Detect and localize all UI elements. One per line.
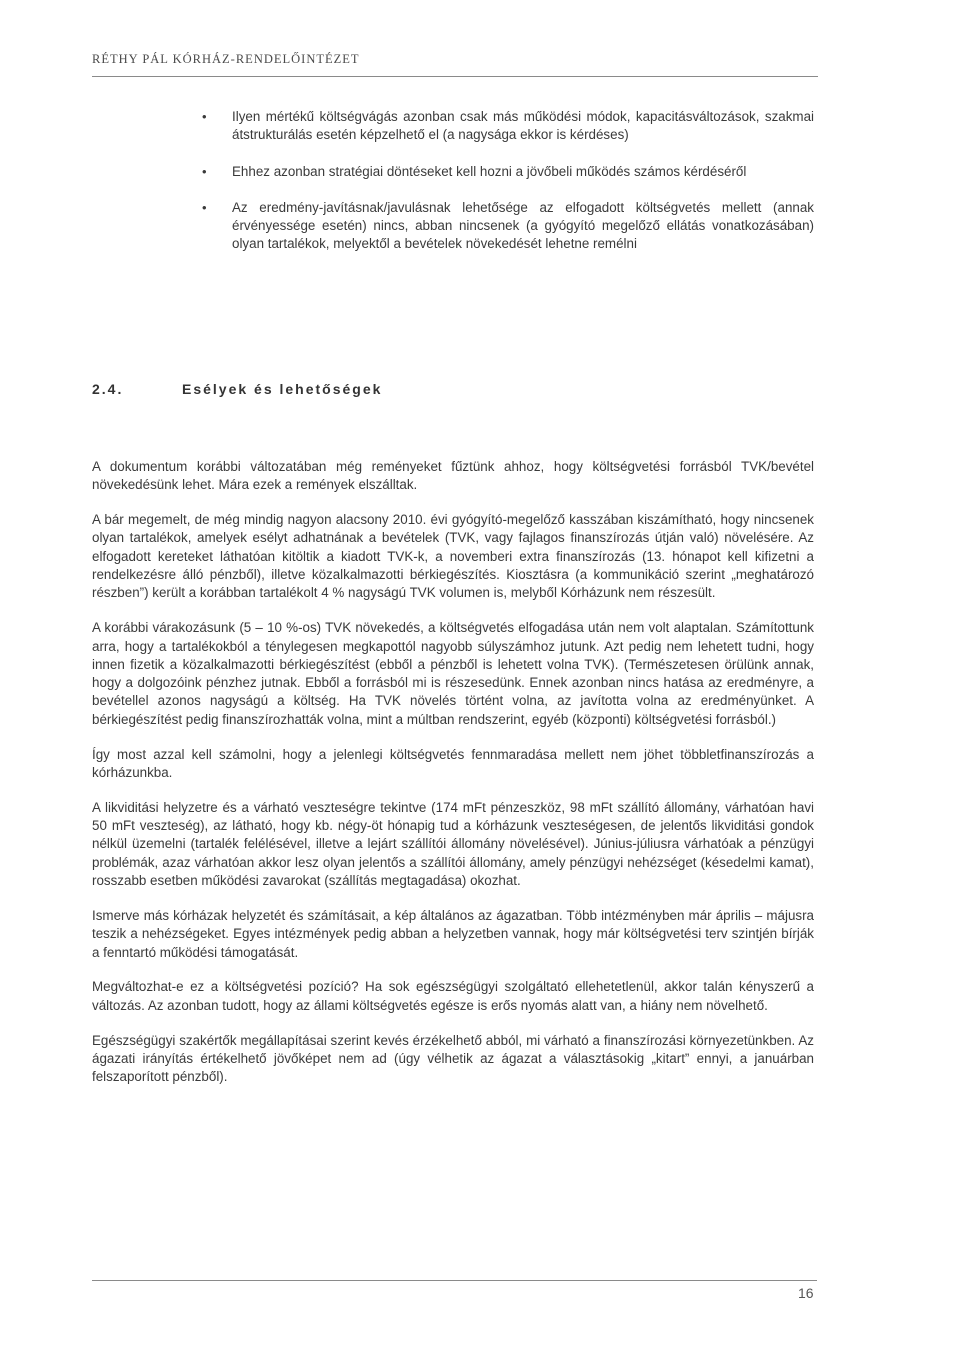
paragraph: Ismerve más kórházak helyzetét és számításait, a kép általános az ágazatban. Több intézményben már április – májusra teszik a nehézségeket. Egyes intézmények pedig abban a helyzetben vannak, hogy már költségvetési terv szintjén bírják a fenntartó működési támogatását. <box>92 907 814 960</box>
page-number: 16 <box>798 1285 814 1301</box>
page-header: RÉTHY PÁL KÓRHÁZ-RENDELŐINTÉZET <box>92 52 360 66</box>
bullet-text: Ehhez azonban stratégiai döntéseket kell hozni a jövőbeli működés számos kérdéséről <box>232 163 747 179</box>
bullet-text: Az eredmény-javításnak/javulásnak lehetősége az elfogadott költségvetés mellett (annak érvényessége esetén) nincs, abban nincsenek (a gyógyító megelőző ellátás vonatkozásában) olyan tartalékok, melyektől a bevételek növekedését lehetne remélni <box>232 199 814 252</box>
paragraph: A korábbi várakozásunk (5 – 10 %-os) TVK növekedés, a költségvetés elfogadása után nem volt alaptalan. Számítottunk arra, hogy a tartalékokból a ténylegesen megkapottól nagyobb súlyszámhoz jutunk. Azt pedig nem lehetett tudni, hogy innen fizetik a közalkalmazotti bérkiegészítést (ebből a pénzből is lehetett volna TVK). (Természetesen örülünk annak, hogy a dolgozóink pénzhez jutnak. Ebből a forrásból mi is részesedünk. Ennek azonban nincs hatása az eredményre, a bevétellel azonos nagyságú a költség. Ha TVK növelés történt volna, az javította volna az eredményünket. A bérkiegészítést pedig finanszírozhatták volna, mint a múltban rendszerint, egyéb (központi) költségvetési forrásból.) <box>92 620 814 727</box>
paragraph: A likviditási helyzetre és a várható veszteségre tekintve (174 mFt pénzeszköz, 98 mFt szállító állomány, várhatóan havi 50 mFt veszteség), az látható, hogy kb. négy-öt hónapig tud a kórházunk veszteségesen, de jelentős likviditási gondok nélkül üzemelni (tartalék felélésével, illetve a lejárt szállítói állomány növelésével). Június-júliusra várhatóak a pénzügyi problémák, azaz várhatóan akkor lesz olyan jelentős a szállítói állomány, amely pénzügyi nehézséget (késedelmi kamat), rosszabb esetben működési zavarokat (szállítás megtagadása) okozhat. <box>92 799 814 889</box>
paragraph: Megváltozhat-e ez a költségvetési pozíció? Ha sok egészségügyi szolgáltató ellehetetlenül, akkor talán kényszerű a változás. Az azonban tudott, hogy az állami költségvetés egésze is erős nyomás alatt van, a hiány nem növelhető. <box>92 979 814 1013</box>
paragraph: Így most azzal kell számolni, hogy a jelenlegi költségvetés fennmaradása mellett nem jöhet többletfinanszírozás a kórházunkba. <box>92 746 814 780</box>
paragraph: Egészségügyi szakértők megállapításai szerint kevés érzékelhető abból, mi várható a finanszírozási környezetünkben. Az ágazati irányítás értékelhető jövőképet nem ad (úgy vélhetik az ágazat a választásokig „kitart” ennyi, a januárban felszaporított pénzből). <box>92 1032 814 1085</box>
bullet-icon: • <box>202 163 207 179</box>
body-text <box>92 458 814 1103</box>
list-item <box>202 108 814 145</box>
bullet-list <box>202 108 814 272</box>
list-item <box>202 199 814 254</box>
section-number: 2.4. <box>92 381 124 397</box>
section-title: Esélyek és lehetőségek <box>182 381 383 397</box>
paragraph: A bár megemelt, de még mindig nagyon alacsony 2010. évi gyógyító-megelőző kasszában kiszámítható, hogy nincsenek olyan tartalékok, amelyek esélyt adhatnának a bevételek (TVK, vagy fajlagos finanszírozás útján való) növelésére. Az elfogadott kereteket láthatóan kitöltik a kiadott TVK-k, a novemberi extra finanszírozás (13. hónapot kell kifizetni a rendelkezésre álló pénzből), illetve közalkalmazotti bérkiegészítés. Kiosztásra (a kommunikáció szerint „meghatározó részben”) került a korábban tartalékolt 4 % nagyságú TVK volumen is, melyből Kórházunk nem részesült. <box>92 512 814 601</box>
bullet-icon: • <box>202 199 207 215</box>
bullet-icon: • <box>202 109 207 124</box>
header-divider <box>92 76 818 77</box>
paragraph: A dokumentum korábbi változatában még reményeket fűztünk ahhoz, hogy költségvetési forrásból TVK/bevétel növekedésünk lehet. Mára ezek a remények elszálltak. <box>92 459 814 493</box>
list-item <box>202 163 814 181</box>
footer-divider <box>92 1280 817 1281</box>
bullet-text: Ilyen mértékű költségvágás azonban csak más működési módok, kapacitásváltozások, szakmai átstrukturálás esetén képzelhető el (a nagysága ekkor is kérdéses) <box>232 109 814 143</box>
